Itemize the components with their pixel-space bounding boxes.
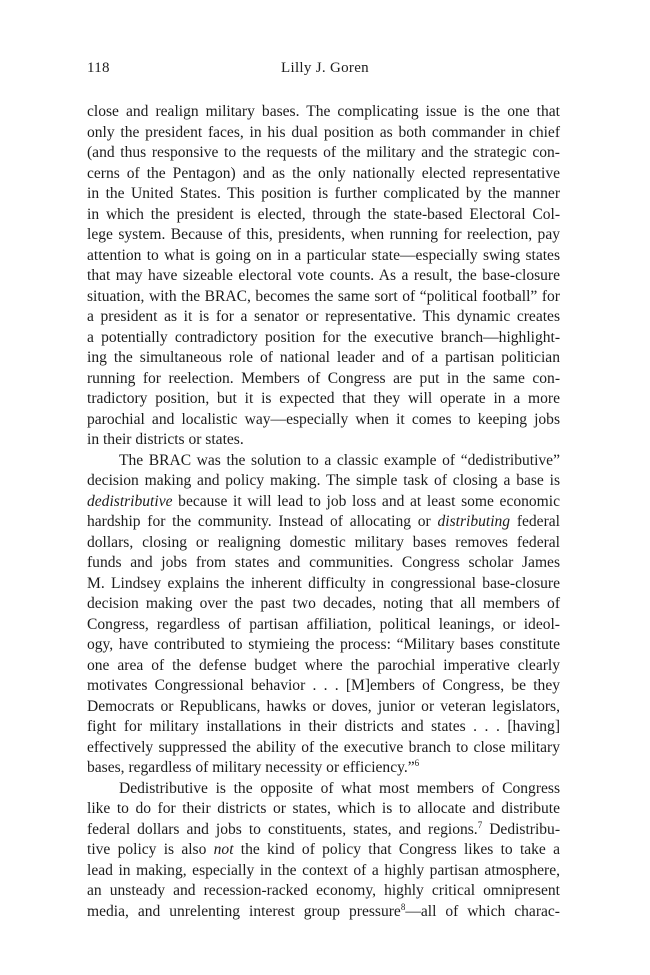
text-line: a president as it is for a senator or representative. This dynamic creates <box>87 308 560 325</box>
text-line: Dedistributive is the opposite of what most members of Congress <box>119 779 560 797</box>
text-line: attention to what is going on in a particular state—especially swing states <box>87 246 560 264</box>
text-line: parochial and localistic way—especially when it comes to keeping jobs <box>87 410 560 428</box>
footnote-ref-8[interactable]: 8 <box>400 901 406 912</box>
footnote-ref-6[interactable]: 6 <box>414 757 420 768</box>
text-run: tive policy is also <box>87 841 214 858</box>
emphasis-not: not <box>213 841 234 858</box>
text-line: lead in making, especially in the context of a highly partisan atmosphere, <box>87 861 560 879</box>
text-line: cerns of the Pentagon) and as the only nationally elected representative <box>87 164 560 182</box>
text-run: Dedistribu- <box>482 820 561 838</box>
text-line: motivates Congressional behavior . . . [M]embers of Congress, be they <box>87 677 560 694</box>
text-line: tradictory position, but it is expected that they will operate in a more <box>87 390 560 407</box>
running-head-author: Lilly J. Goren <box>281 60 369 76</box>
footnote-ref-7[interactable]: 7 <box>477 819 483 830</box>
text-line: dollars, closing or realigning domestic military bases removes federal <box>87 533 560 551</box>
text-line: an unsteady and recession-racked economy, highly critical omnipresent <box>87 882 560 899</box>
text-line: lege system. Because of this, presidents, when running for reelection, pay <box>87 226 560 243</box>
text-line: running for reelection. Members of Congress are put in the same con- <box>87 369 560 387</box>
text-line: in which the president is elected, through the state-based Electoral Col- <box>87 205 560 223</box>
text-line <box>87 902 560 923</box>
text-run: bases, regardless of military necessity or efficiency.” <box>87 759 415 776</box>
paragraph-3 <box>87 779 560 923</box>
text-run: hardship for the community. Instead of allocating or <box>87 513 438 530</box>
text-line: The BRAC was the solution to a classic example of “dedistributive” <box>119 451 560 469</box>
body-text <box>87 102 560 922</box>
text-line: effectively suppressed the ability of the executive branch to close military <box>87 738 560 756</box>
text-line: Democrats or Republicans, hawks or doves, junior or veteran legislators, <box>87 697 560 715</box>
text-run: —all of which charac- <box>405 902 560 920</box>
text-line: M. Lindsey explains the inherent difficulty in congressional base-closure <box>87 574 560 592</box>
paragraph-1 <box>87 102 560 451</box>
text-line: funds and jobs from states and communities. Congress scholar James <box>87 554 560 571</box>
text-run: federal <box>510 513 560 530</box>
text-line <box>87 492 560 513</box>
emphasis-dedistributive: dedistributive <box>87 492 173 510</box>
text-line <box>87 512 560 533</box>
text-line: situation, with the BRAC, becomes the same sort of “political football” for <box>87 287 560 305</box>
text-run: because it will lead to job loss and at least some economic <box>172 492 560 510</box>
text-run: federal dollars and jobs to constituents, states, and regions. <box>87 820 478 838</box>
text-line <box>87 820 560 841</box>
text-line <box>87 840 560 861</box>
text-line: fight for military installations in their districts and states . . . [having] <box>87 718 560 735</box>
page-number: 118 <box>87 60 110 76</box>
text-run: media, and unrelenting interest group pressure <box>87 902 401 920</box>
text-line: close and realign military bases. The complicating issue is the one that <box>87 103 560 120</box>
text-line: ing the simultaneous role of national leader and of a partisan politician <box>87 349 560 366</box>
text-line: ogy, have contributed to stymieing the process: “Military bases constitute <box>87 636 560 653</box>
text-line: like to do for their districts or states, which is to allocate and distribute <box>87 800 560 817</box>
text-line: in their districts or states. <box>87 431 244 448</box>
emphasis-distributing: distributing <box>437 513 511 530</box>
text-line: in the United States. This position is further complicated by the manner <box>87 185 560 202</box>
text-line <box>87 758 560 779</box>
text-line: only the president faces, in his dual position as both commander in chief <box>87 123 560 141</box>
text-line: a potentially contradictory position for the executive branch—highlight- <box>87 328 560 346</box>
text-run: the kind of policy that Congress likes to take a <box>233 841 560 858</box>
text-line: decision making over the past two decades, noting that all members of <box>87 595 560 612</box>
text-line: Congress, regardless of partisan affiliation, political leanings, or ideol- <box>87 615 560 633</box>
text-line: (and thus responsive to the requests of the military and the strategic con- <box>87 144 560 161</box>
text-line: that may have sizeable electoral vote counts. As a result, the base-closure <box>87 267 560 284</box>
text-line: decision making and policy making. The simple task of closing a base is <box>87 472 560 489</box>
paragraph-2 <box>87 451 560 779</box>
text-line: one area of the defense budget where the parochial imperative clearly <box>87 656 560 674</box>
